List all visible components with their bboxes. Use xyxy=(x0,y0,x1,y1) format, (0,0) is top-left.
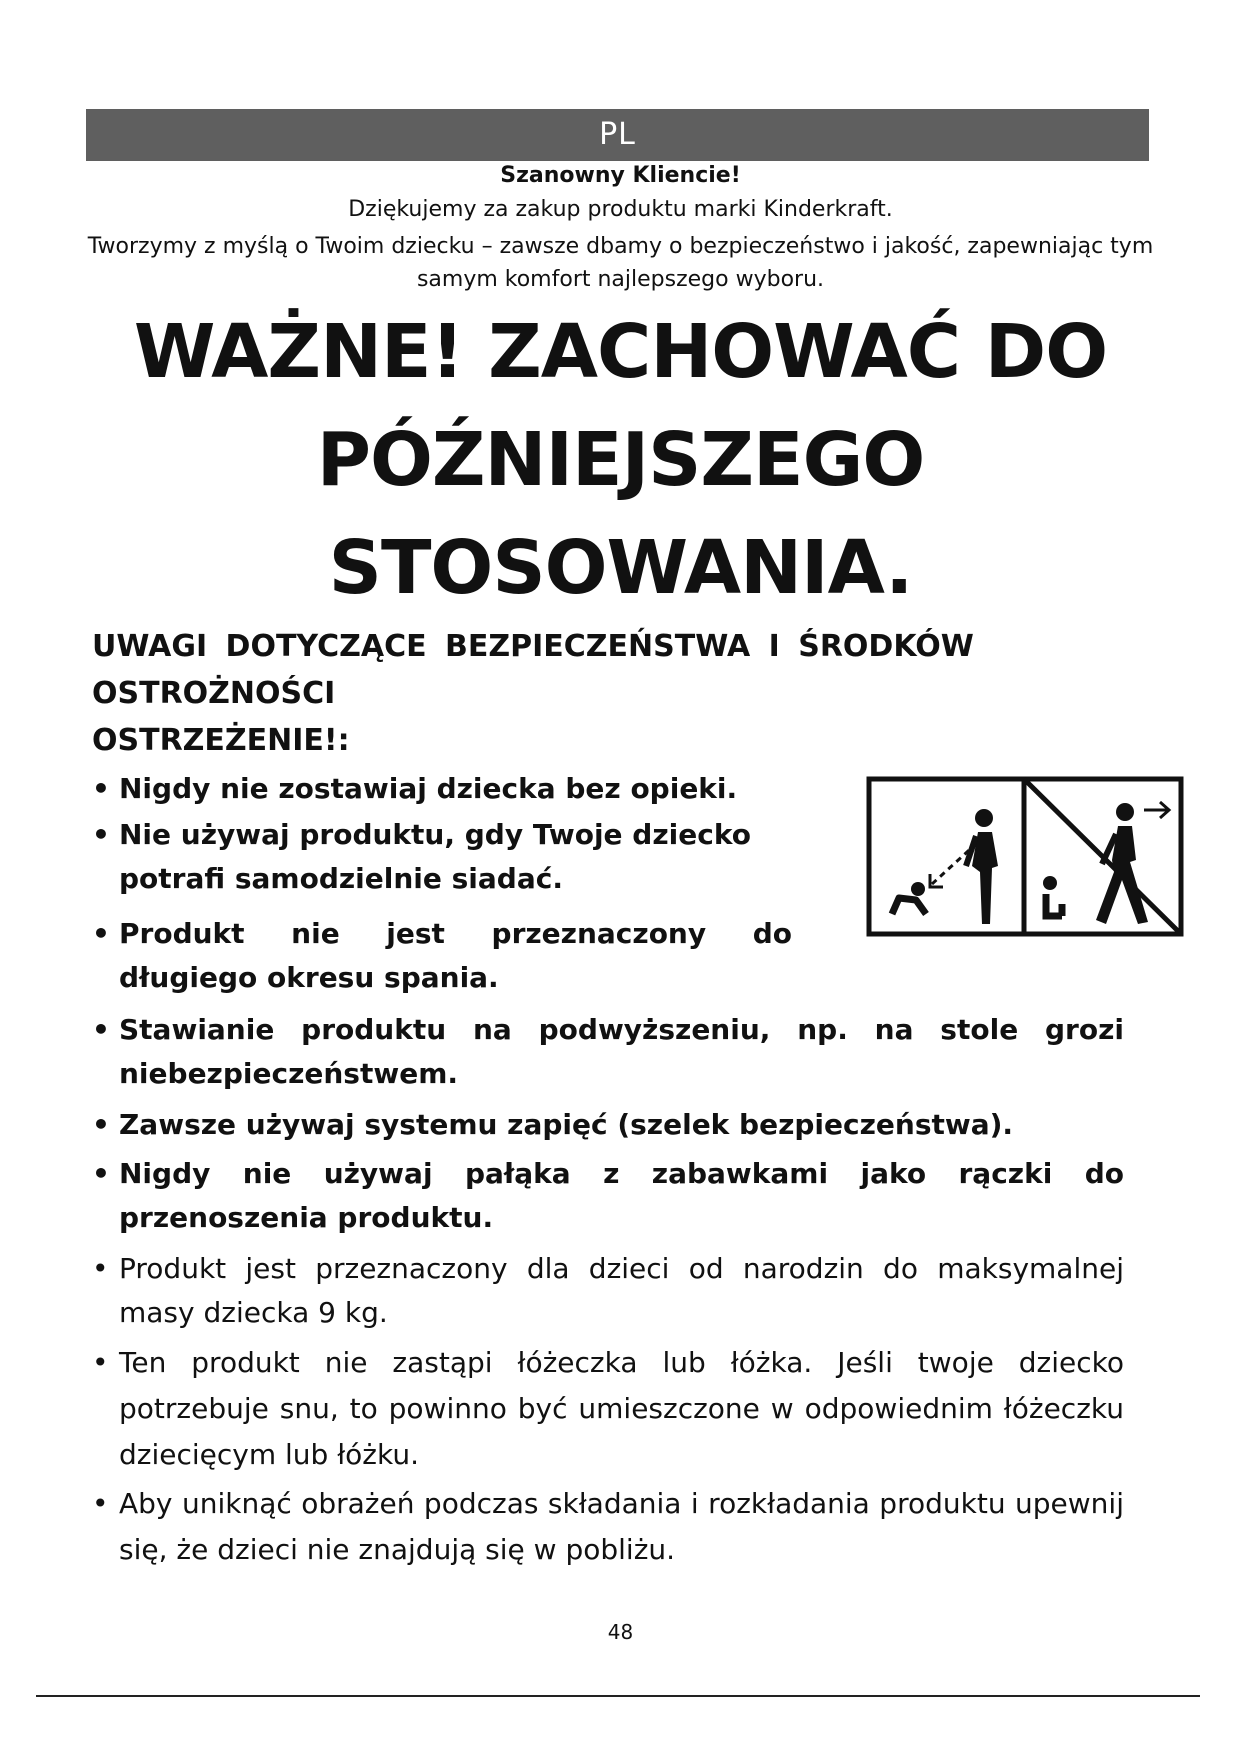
list-item-text: Nie używaj produktu, gdy Twoje dziecko potrafi samodzielnie siadać. xyxy=(119,818,751,895)
list-item-text: Ten produkt nie zastąpi łóżeczka lub łóżka. Jeśli twoje dziecko potrzebuje snu, to powinno być umieszczone w odpowiednim łóżeczku dziecięcym lub łóżku. xyxy=(119,1346,1124,1471)
list-item-text: Produkt jest przeznaczony dla dzieci od narodzin do maksymalnej masy dziecka 9 kg. xyxy=(119,1252,1124,1329)
warning-heading: OSTRZEŻENIE!: xyxy=(92,723,350,758)
greeting-line-2: Tworzymy z myślą o Twoim dziecku – zawsze dbamy o bezpieczeństwo i jakość, zapewniając tym samym komfort najlepszego wyboru. xyxy=(87,234,1154,292)
list-item-text: Aby uniknąć obrażeń podczas składania i rozkładania produktu upewnij się, że dzieci nie znajdują się w pobliżu. xyxy=(119,1487,1124,1566)
salutation: Szanowny Kliencie! xyxy=(500,163,741,188)
list-item-text: Nigdy nie używaj pałąka z zabawkami jako rączki do przenoszenia produktu. xyxy=(119,1157,1124,1234)
list-item-text: Produkt nie jest przeznaczony do długiego okresu spania. xyxy=(119,917,792,994)
bullet-icon: • xyxy=(92,818,110,851)
bullet-icon: • xyxy=(92,1252,109,1285)
list-item xyxy=(92,1247,1124,1335)
important-line-1: WAŻNE! ZACHOWAĆ DO xyxy=(133,309,1108,395)
list-item xyxy=(92,767,852,811)
bullet-icon: • xyxy=(92,772,110,805)
bullet-icon: • xyxy=(92,1157,110,1190)
language-header: PL xyxy=(86,109,1149,161)
greeting-line-1: Dziękujemy za zakup produktu marki Kinderkraft. xyxy=(348,197,893,222)
do-not-leave-child-unattended-icon xyxy=(866,776,1184,937)
important-notice xyxy=(0,298,1241,622)
bullet-icon: • xyxy=(92,917,110,950)
list-item xyxy=(92,1152,1124,1240)
page-number: 48 xyxy=(607,1620,634,1644)
bullet-icon: • xyxy=(92,1013,110,1046)
list-item-text: Nigdy nie zostawiaj dziecka bez opieki. xyxy=(119,772,738,805)
bullet-icon: • xyxy=(92,1108,110,1141)
list-item xyxy=(92,1008,1124,1096)
list-item-text: Zawsze używaj systemu zapięć (szelek bezpieczeństwa). xyxy=(119,1108,1014,1141)
list-item-text: Stawianie produktu na podwyższeniu, np. na stole grozi niebezpieczeństwem. xyxy=(119,1013,1124,1090)
list-item xyxy=(92,1340,1124,1478)
important-line-3: STOSOWANIA. xyxy=(328,525,913,611)
section-title-line-2: OSTROŻNOŚCI xyxy=(92,676,336,711)
section-title-line-1: UWAGI DOTYCZĄCE BEZPIECZEŃSTWA I ŚRODKÓW xyxy=(92,629,974,664)
bullet-icon: • xyxy=(92,1346,109,1379)
list-item xyxy=(92,813,832,901)
list-item xyxy=(92,912,792,1000)
bullet-icon: • xyxy=(92,1487,109,1520)
list-item xyxy=(92,1103,1124,1147)
list-item xyxy=(92,1481,1124,1573)
footer-divider xyxy=(36,1695,1200,1697)
important-line-2: PÓŹNIEJSZEGO xyxy=(316,417,925,503)
